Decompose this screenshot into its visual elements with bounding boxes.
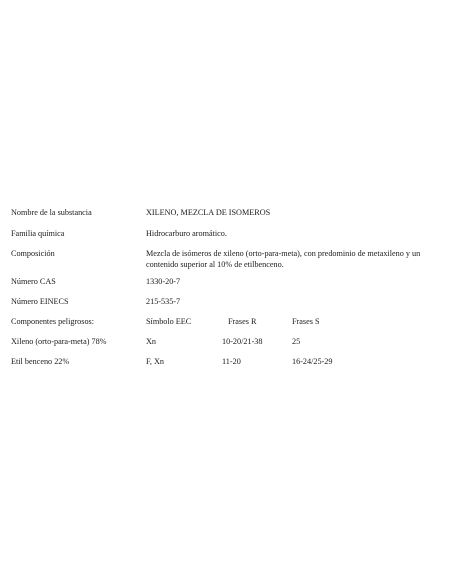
chemical-family-label: Familia química bbox=[11, 229, 65, 238]
substance-name-value: XILENO, MEZCLA DE ISOMEROS bbox=[146, 208, 271, 217]
component-name: Etil benceno 22% bbox=[11, 357, 70, 366]
r-phrases-column-header: Frases R bbox=[228, 317, 257, 326]
composition-value: Mezcla de isómeros de xileno (orto-para-meta), con predominio de metaxileno y un contenido superior al 10% de etilbenceno. bbox=[146, 249, 421, 269]
symbol-column-header: Símbolo EEC bbox=[146, 317, 192, 326]
cas-number-value: 1330-20-7 bbox=[146, 277, 181, 286]
chemical-family-value: Hidrocarburo aromático. bbox=[146, 229, 227, 238]
composition-label: Composición bbox=[11, 249, 55, 258]
component-r-phrases: 10-20/21-38 bbox=[222, 337, 263, 346]
s-phrases-column-header: Frases S bbox=[292, 317, 320, 326]
component-symbol: F, Xn bbox=[146, 357, 164, 366]
einecs-number-value: 215-535-7 bbox=[146, 297, 181, 306]
component-r-phrases: 11-20 bbox=[222, 357, 241, 366]
component-s-phrases: 25 bbox=[292, 337, 301, 346]
cas-number-label: Número CAS bbox=[11, 277, 56, 286]
substance-name-label: Nombre de la substancia bbox=[11, 208, 92, 217]
component-name: Xileno (orto-para-meta) 78% bbox=[11, 337, 107, 346]
component-symbol: Xn bbox=[146, 337, 157, 346]
component-s-phrases: 16-24/25-29 bbox=[292, 357, 333, 366]
components-header-label: Componentes peligrosos: bbox=[11, 317, 95, 326]
einecs-number-label: Número EINECS bbox=[11, 297, 69, 306]
